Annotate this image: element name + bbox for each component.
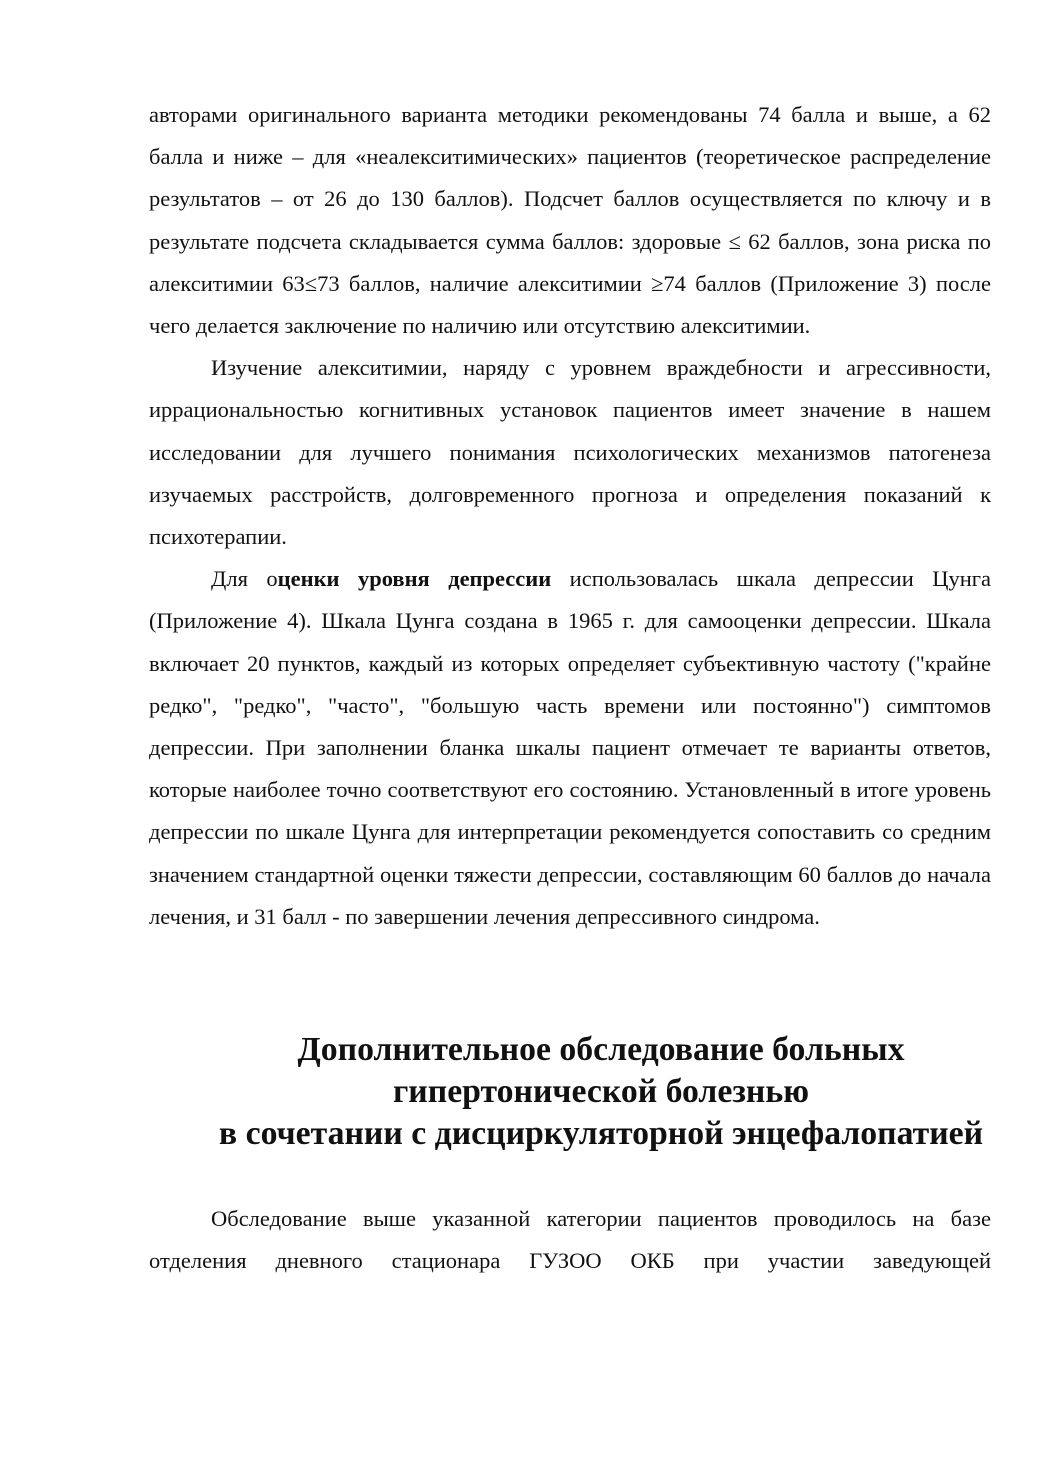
section-heading-line1: Дополнительное обследование больных гипертонической болезнью <box>297 1031 905 1111</box>
section-heading <box>149 1029 991 1155</box>
section-spacer <box>149 938 991 1029</box>
paragraph-depression-scale <box>149 558 991 938</box>
paragraph-alexithymia-study: Изучение алекситимии, наряду с уровнем враждебности и агрессивности, иррациональностью когнитивных установок пациентов имеет значение в нашем исследовании для лучшего понимания психологических механизмов патогенеза изучаемых расстройств, долговременного прогноза и определения показаний к психотерапии. <box>149 355 991 550</box>
heading-spacer <box>149 1155 991 1198</box>
paragraph-examination: Обследование выше указанной категории пациентов проводилось на базе отделения дневного стационара ГУЗОО ОКБ при участии заведующей <box>149 1206 991 1274</box>
paragraph-alexithymia-scoring: авторами оригинального варианта методики рекомендованы 74 балла и выше, а 62 балла и ниже – для «неалекситимических» пациентов (теоретическое распределение результатов – от 26 до 130 баллов). Подсчет баллов осуществляется по ключу и в результате подсчета складывается сумма баллов: здоровые ≤ 62 баллов, зона риска по алекситимии 63≤73 баллов, наличие алекситимии ≥74 баллов (Приложение 3) после чего делается заключение по наличию или отсутствию алекситимии. <box>149 102 991 339</box>
section-heading-line2: в сочетании с дисциркуляторной энцефалопатией <box>218 1115 984 1153</box>
paragraph-depression-scale-bold: ценки уровня депрессии <box>277 566 552 592</box>
paragraph-depression-scale-start: Для о <box>211 566 278 592</box>
document-page <box>149 94 991 1282</box>
paragraph-depression-scale-rest: использовалась шкала депрессии Цунга (Приложение 4). Шкала Цунга создана в 1965 г. для самооценки депрессии. Шкала включает 20 пунктов, каждый из которых определяет субъективную частоту ("крайне редко", "редко", "часто", "большую часть времени или постоянно") симптомов депрессии. При заполнении бланка шкалы пациент отмечает те варианты ответов, которые наиболее точно соответствуют его состоянию. Установленный в итоге уровень депрессии по шкале Цунга для интерпретации рекомендуется сопоставить со средним значением стандартной оценки тяжести депрессии, составляющим 60 баллов до начала лечения, и 31 балл - по завершении лечения депрессивного синдрома. <box>149 566 991 929</box>
